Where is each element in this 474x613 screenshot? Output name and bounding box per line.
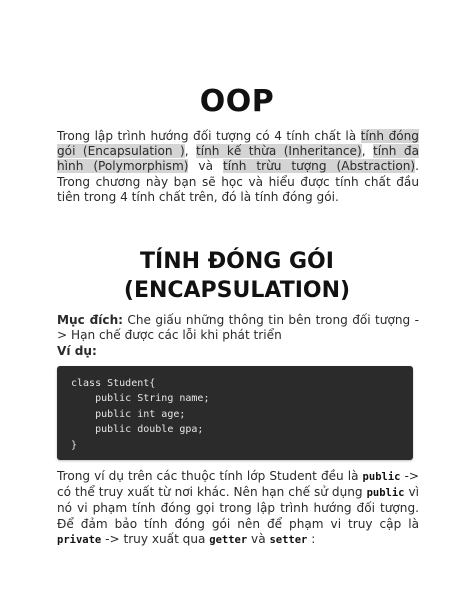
heading-encapsulation-line2: (ENCAPSULATION) [123, 278, 351, 303]
intro-text-3: , [361, 144, 374, 159]
intro-text-4: và [188, 159, 223, 174]
intro-paragraph [57, 129, 419, 205]
keyword-public: public [362, 471, 401, 483]
intro-text-5: . Trong chương này bạn sẽ học và hiểu được tính chất đầu tiên trong 4 tính chất trên, đó là tính đóng gói. [57, 159, 419, 204]
code-line: class Student{ [71, 378, 156, 389]
explain-text-2: -> có thể truy xuất từ nơi khác. Nên hạn chế sử dụng [57, 469, 420, 500]
code-line: public int age; [71, 408, 186, 420]
explain-text-5: và [247, 531, 270, 546]
keyword-getter: getter [209, 533, 248, 546]
explain-text-1: Trong ví dụ trên các thuộc tính lớp Student đều là [57, 469, 363, 483]
heading-encapsulation [0, 247, 474, 305]
purpose-label: Mục đích: [57, 313, 124, 327]
highlight-abstraction: tính trừu tượng (Abstraction) [222, 159, 416, 174]
highlight-encapsulation: tính đóng gói (Encapsulation ) [57, 129, 419, 159]
keyword-private: private [57, 533, 102, 546]
purpose-paragraph [57, 313, 419, 343]
highlight-inheritance: tính kế thừa (Inheritance) [196, 144, 362, 159]
highlight-polymorphism: tính đa hình (Polymorphism) [57, 144, 419, 174]
code-listing [71, 376, 209, 453]
heading-oop: OOP [199, 84, 275, 119]
keyword-public: public [366, 487, 405, 500]
intro-text-2: , [184, 144, 197, 159]
keyword-setter: setter [269, 533, 308, 546]
code-line: public double gpa; [71, 424, 204, 436]
example-label: Ví dụ: [57, 344, 97, 358]
explanation-paragraph [57, 469, 419, 548]
code-block [57, 366, 413, 460]
purpose-text: Che giấu những thông tin bên trong đối tượng -> Hạn chế được các lỗi khi phát triển [57, 313, 419, 343]
explain-text-6: : [307, 531, 316, 546]
code-line: public String name; [71, 393, 210, 405]
heading-encapsulation-line1: TÍNH ĐÓNG GÓI [140, 249, 334, 274]
intro-text-1: Trong lập trình hướng đối tượng có 4 tính chất là [57, 129, 361, 143]
explain-text-4: -> truy xuất qua [101, 531, 210, 546]
code-line: } [71, 439, 78, 451]
explain-text-3: vì nó vi phạm tính đóng gọi trong lập trình hướng đối tượng. Để đảm bảo tính đóng gói nên để phạm vi truy cập là [57, 485, 419, 531]
